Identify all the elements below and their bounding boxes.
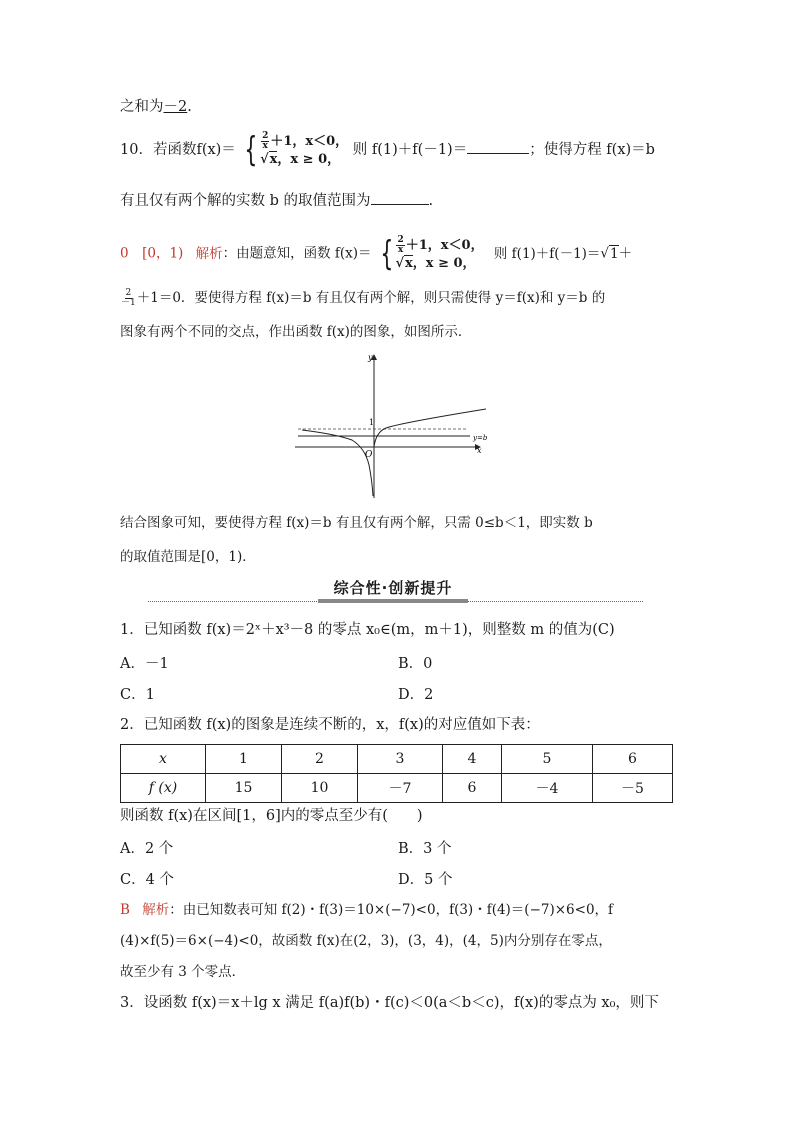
section-title: 综合性·创新提升 [333,579,453,597]
q10-part1: 则 f(1)＋f(－1)＝ [352,142,468,158]
section-thick-rule [318,599,468,603]
solution-2-line2: (4)×f(5)＝6×(−4)<0，故函数 f(x)在(2，3)，(3，4)，(4，5)内分别存在零点， [120,933,612,949]
solution-2-line3: 故至少有 3 个零点． [120,964,246,980]
q10-label: 10．若函数 [120,142,197,158]
sol10-text1: ：由题意知，函数 f(x)＝ [222,245,372,262]
q10-part2: ；使得方程 f(x)＝b [529,142,655,158]
brace-icon: { [380,234,394,274]
sol2-label: 解析 [142,902,170,918]
b-line-label: y=b [473,434,488,442]
origin-label: O [365,450,373,460]
table-row [121,774,673,803]
q10-case1: $\frac{2}{x}$ ＋1，x＜0， [262,131,349,151]
curve-left-branch [302,430,373,496]
sol2-answer: B [120,902,130,918]
function-graph [290,350,500,500]
sol10-line2-text: ＋1＝0．要使得方程 f(x)＝b 有且仅有两个解，则只需使得 y＝f(x)和 y＝b 的 [136,290,606,306]
q10-case2: √x，x ≥ 0， [260,152,341,167]
q2-option-a: A．2 个 [120,841,174,857]
table-cell: f (x) [121,774,206,803]
question-2-after: 则函数 f(x)在区间[1，6]内的零点至少有( ) [120,808,423,824]
question-2: 2．已知函数 f(x)的图象是连续不断的，x，f(x)的对应值如下表： [120,717,540,733]
q1-option-a: A．－1 [120,656,169,672]
table-cell: 4 [443,745,502,774]
q10-blank-2 [371,190,429,205]
sol10-piecewise [376,236,484,272]
q10-blank-1 [467,139,529,154]
table-cell: 6 [443,774,502,803]
prev-answer-value: －2 [163,99,188,115]
prev-answer-line [120,97,192,117]
solution-10-conclusion-1: 结合图象可知，要使得方程 f(x)＝b 有且仅有两个解，只需 0≤b＜1，即实数 b [120,515,593,531]
table-row [121,745,673,774]
q1-option-b: B．0 [398,656,433,672]
sol10-plus: ＋ [618,245,633,262]
table-cell: －5 [593,774,673,803]
question-10-line2 [120,190,433,211]
one-label: 1 [369,418,375,427]
table-cell: 3 [358,745,443,774]
prev-answer-period: . [187,99,192,115]
table-cell: 15 [206,774,282,803]
solution-10-conclusion-2: 的取值范围是[0，1)． [120,549,256,565]
solution-10-line3: 图象有两个不同的交点，作出函数 f(x)的图象，如图所示． [120,324,472,340]
sol10-case1: $\frac{2}{x}$ ＋1，x＜0， [397,235,484,255]
prev-answer-prefix: 之和为 [120,99,164,115]
q2-option-d: D．5 个 [398,872,453,888]
sol10-label: 解析 [195,245,223,262]
q1-option-c: C．1 [120,687,155,703]
q10-line2-text: 有且仅有两个解的实数 b 的取值范围为 [120,193,371,209]
table-cell: 6 [593,745,673,774]
table-cell: 1 [206,745,282,774]
q10-fx: f(x)＝ [196,142,236,158]
q2-option-c: C．4 个 [120,872,174,888]
table-cell: x [121,745,206,774]
q2-option-b: B．3 个 [398,841,452,857]
solution-10-line2 [120,288,605,308]
sol10-case2: √x，x ≥ 0， [395,256,476,271]
sol2-text1: ：由已知数表可知 f(2)・f(3)＝10×(−7)<0，f(3)・f(4)＝(−7)×6<0，f [169,902,614,918]
question-10 [120,132,655,168]
sol10-text2: 则 f(1)＋f(－1)＝ [493,245,601,262]
question-1: 1．已知函数 f(x)＝2ˣ＋x³－8 的零点 x₀∈(m，m＋1)，则整数 m 的值为(C) [120,622,615,638]
q1-option-d: D．2 [398,687,434,703]
sol10-sqrt-one: √1 [600,245,619,262]
values-table [120,744,673,803]
solution-10 [120,236,632,272]
table-cell: 5 [502,745,593,774]
question-3: 3．设函数 f(x)＝x＋lg x 满足 f(a)f(b)・f(c)＜0(a＜b＜c)，f(x)的零点为 x₀，则下 [120,995,659,1011]
table-cell: 2 [282,745,358,774]
q10-piecewise [240,132,348,168]
sol10-answer: 0 [0，1) [120,245,184,262]
x-axis-label: x [477,446,482,455]
sol10-fraction: $\frac{2}{-1}$ [121,288,136,308]
table-cell: －4 [502,774,593,803]
y-axis-label: y [368,353,373,362]
q10-line2-end: . [428,193,434,209]
brace-icon: { [244,130,258,170]
solution-2-line1 [120,900,613,920]
curve-right-branch [374,409,486,447]
table-cell: 10 [282,774,358,803]
table-cell: －7 [358,774,443,803]
